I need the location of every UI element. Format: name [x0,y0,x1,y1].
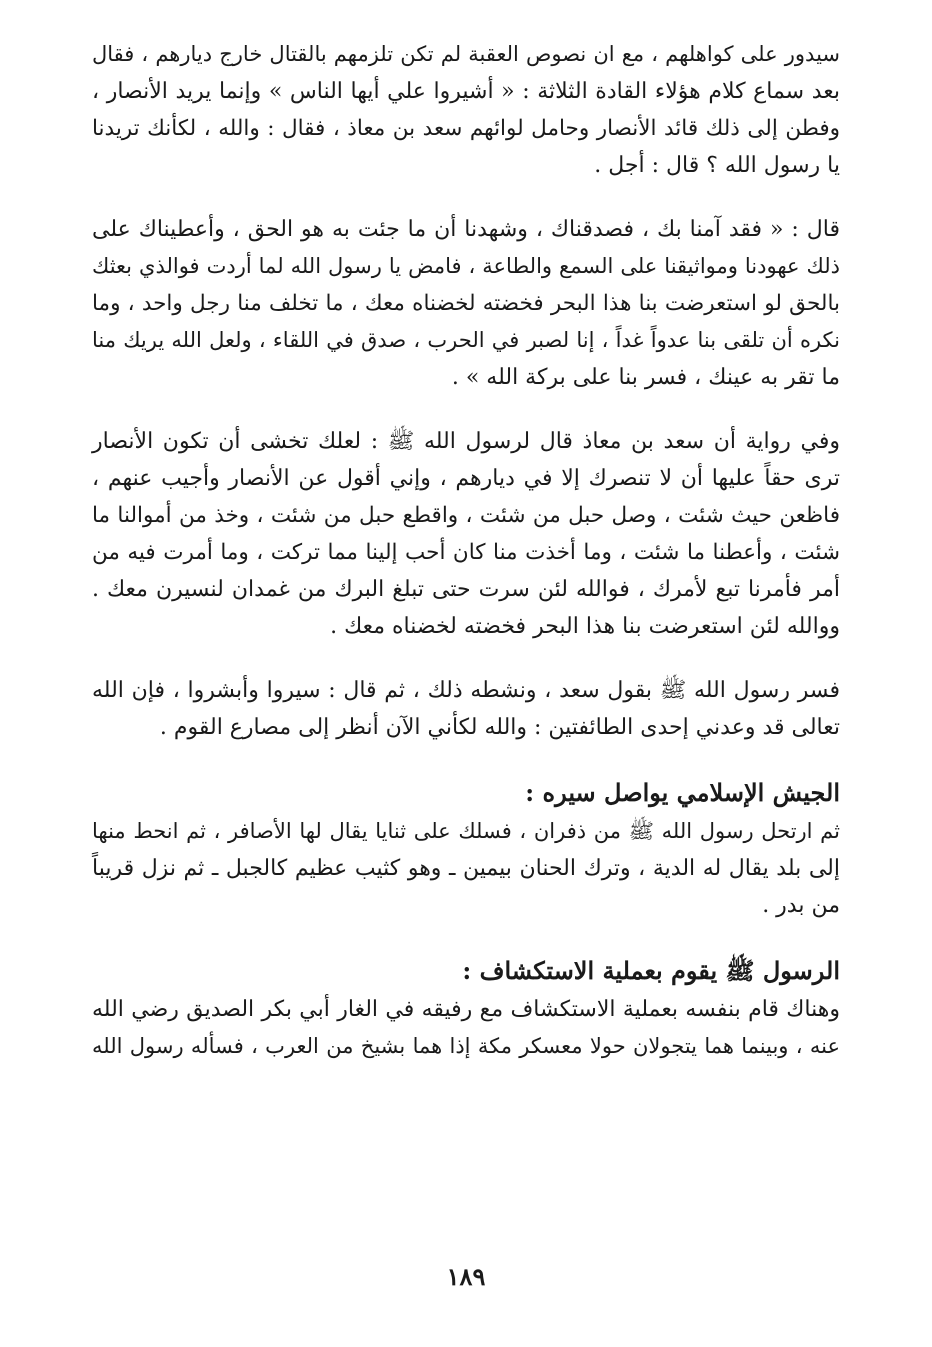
text-line: عنه ، وبينما هما يتجولان حولا معسكر مكة إذا هما بشيخ من العرب ، فسأله رسول الله [92,1034,840,1058]
page-number: ١٨٩ [446,1262,486,1291]
paragraph-4 [92,672,840,746]
text-line: ترى حقاً عليها أن لا تنصرك إلا في ديارهم ، وإني أقول عن الأنصار وأجيب عنهم ، [92,466,840,491]
paragraph-6 [92,991,840,1065]
text-line: فاظعن حيث شئت ، وصل حبل من شئت ، واقطع حبل من شئت ، وخذ من أموالنا ما [92,503,840,528]
text-line: ووالله لئن استعرضت بنا هذا البحر فخضته لخضناه معك . [330,614,840,639]
text-line: من بدر . [762,893,840,918]
text-line: ذلك عهودنا ومواثيقنا على السمع والطاعة ، فامض يا رسول الله لما أردت فوالذي بعثك [92,254,840,278]
section-heading: الرسول ﷺ يقوم بعملية الاستكشاف : [462,956,840,985]
text-line: بعد سماع كلام هؤلاء القادة الثلاثة : « أشيروا علي أيها الناس » وإنما يريد الأنصار ، [92,79,840,104]
text-line: وفي رواية أن سعد بن معاذ قال لرسول الله ﷺ : لعلك تخشى أن تكون الأنصار [92,429,840,454]
text-line: قال : « فقد آمنا بك ، فصدقناك ، وشهدنا أن ما جئت به هو الحق ، وأعطيناك على [92,217,840,242]
text-line: وفطن إلى ذلك قائد الأنصار وحامل لوائهم سعد بن معاذ ، فقال : والله ، لكأنك تريدنا [92,116,840,141]
text-line: سيدور على كواهلهم ، مع ان نصوص العقبة لم تكن تلزمهم بالقتال خارج ديارهم ، فقال [92,42,840,66]
text-line: شئت ، وأعطنا ما شئت ، وما أخذت منا كان أحب إلينا مما تركت ، وما أمرت فيه من [92,540,840,565]
paragraph-5 [92,813,840,924]
text-line: ثم ارتحل رسول الله ﷺ من ذفران ، فسلك على ثنايا يقال لها الأصافر ، ثم انحط منها [92,819,840,843]
text-line: وهناك قام بنفسه بعملية الاستكشاف مع رفيقه في الغار أبي بكر الصديق رضي الله [92,997,840,1022]
text-line: ما تقر به عينك ، فسر بنا على بركة الله » . [451,365,840,390]
text-line: نكره أن تلقى بنا عدواً غداً ، إنا لصبر في الحرب ، صدق في اللقاء ، ولعل الله يريك منا [92,328,840,352]
text-line: تعالى قد وعدني إحدى الطائفتين : والله لكأني الآن أنظر إلى مصارع القوم . [159,715,840,740]
text-line: إلى بلد يقال له الدية ، وترك الحنان بيمين ـ وهو كثيب عظيم كالجبل ـ ثم نزل قريباً [92,856,840,881]
paragraph-2 [92,211,840,396]
text-line: فسر رسول الله ﷺ بقول سعد ، ونشطه ذلك ، ثم قال : سيروا وأبشروا ، فإن الله [92,678,840,703]
text-line: يا رسول الله ؟ قال : أجل . [594,153,840,178]
paragraph-3 [92,423,840,645]
paragraph-1 [92,36,840,184]
text-line: أمر فأمرنا تبع لأمرك ، فوالله لئن سرت حتى تبلغ البرك من غمدان لنسيرن معك . [92,577,840,602]
text-line: بالحق لو استعرضت بنا هذا البحر فخضته لخضناه معك ، ما تخلف منا رجل واحد ، وما [92,291,840,316]
page-body [92,36,840,1065]
section-heading: الجيش الإسلامي يواصل سيره : [525,778,840,807]
